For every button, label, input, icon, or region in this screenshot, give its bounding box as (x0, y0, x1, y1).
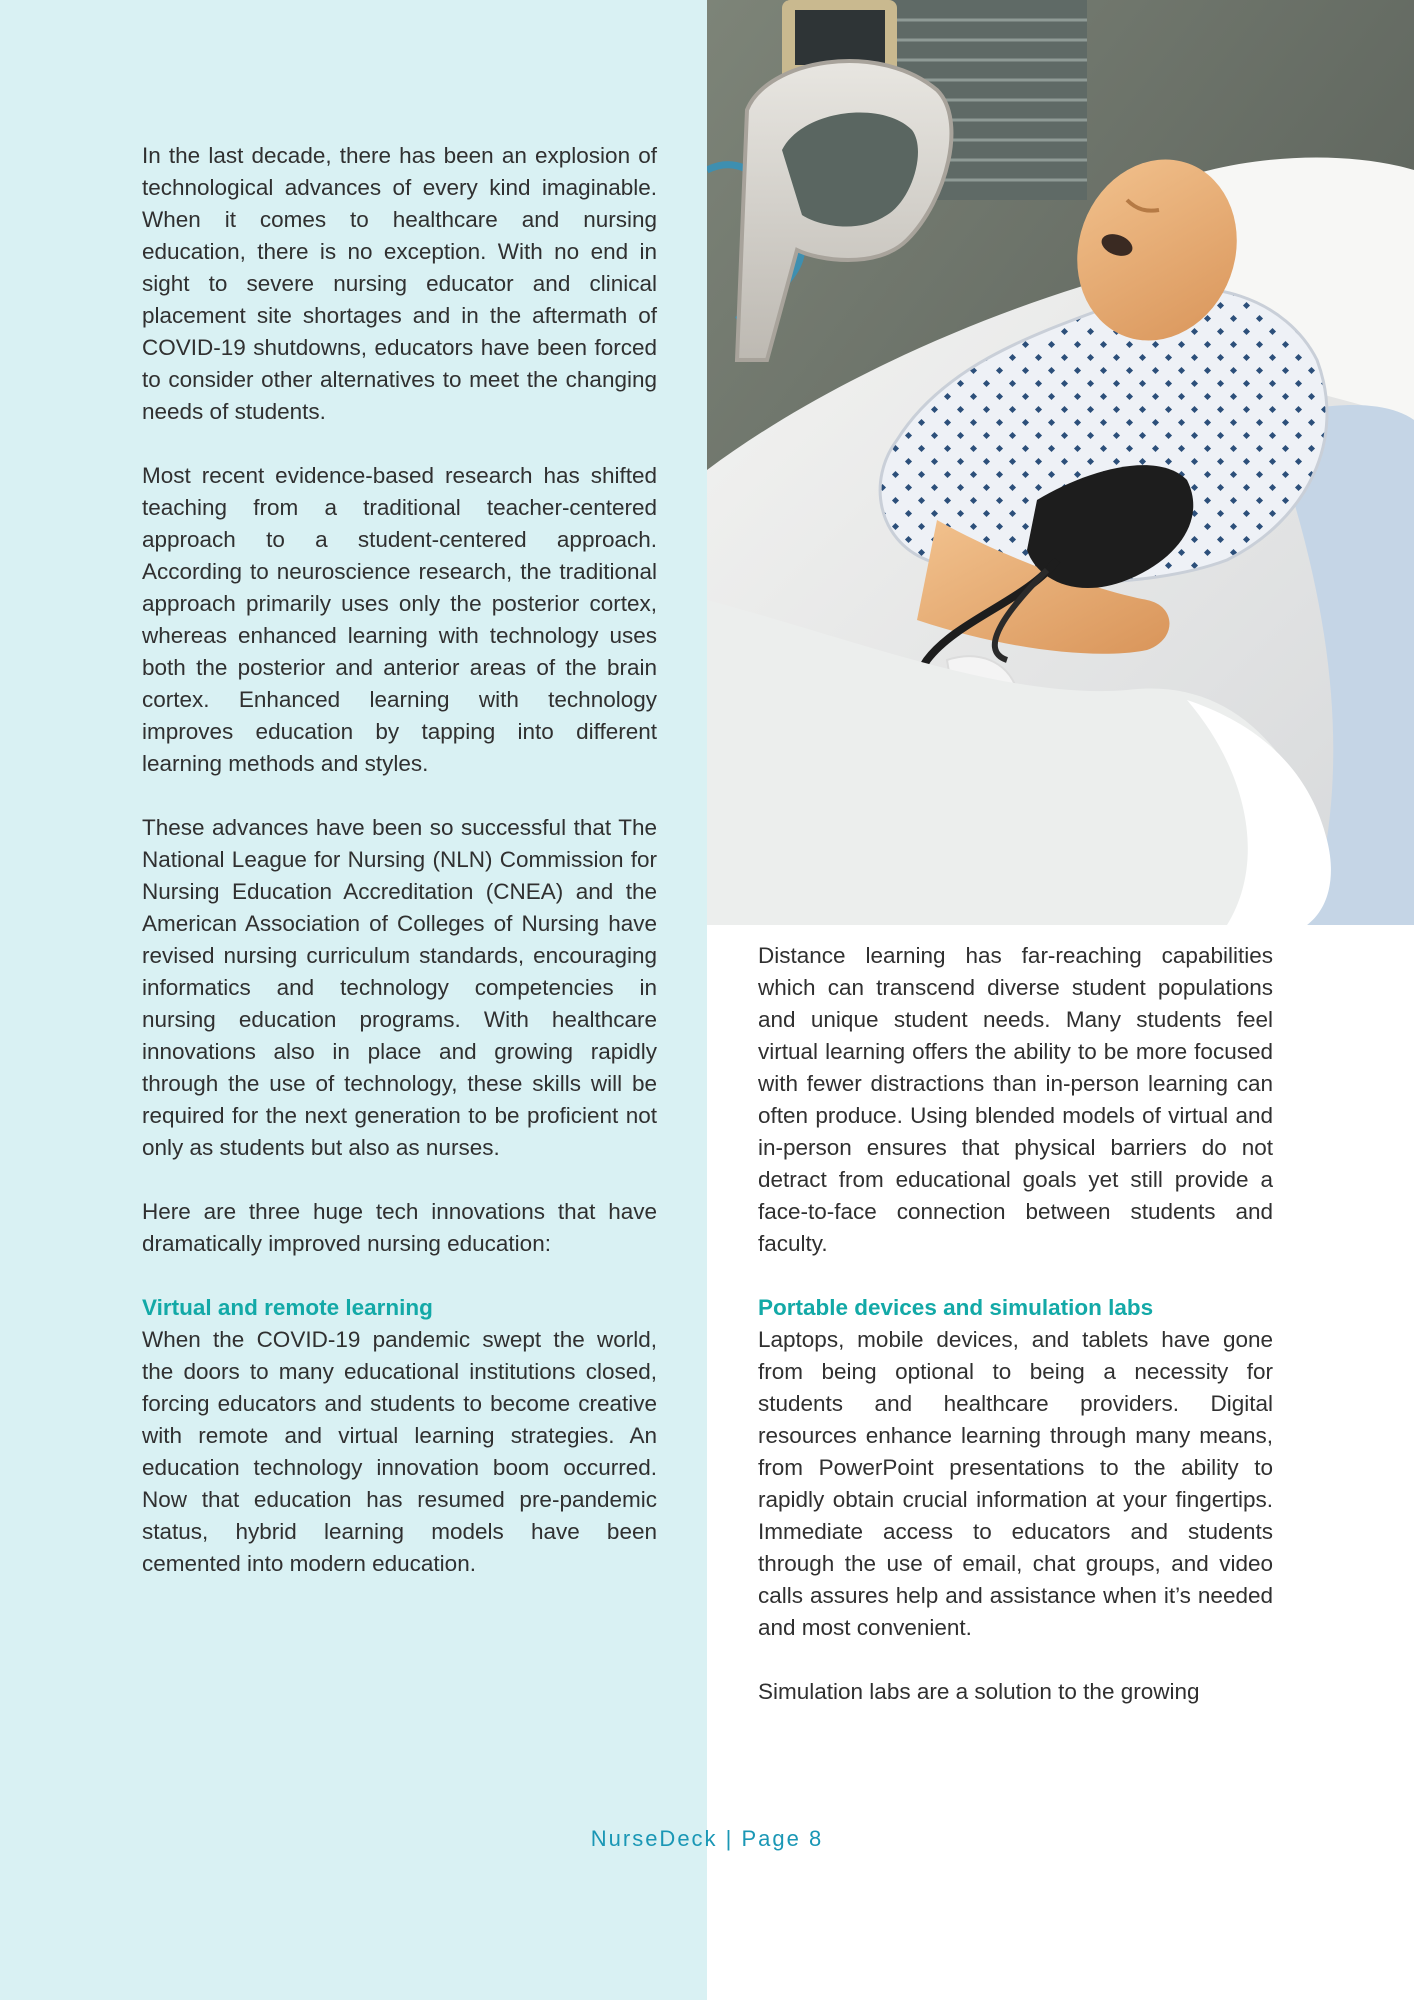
research-paragraph: Most recent evidence-based research has shifted teaching from a traditional teacher-centered approach to a student-centered approach. According to neuroscience research, the traditional approach primarily uses only the posterior cortex, whereas enhanced learning with technology uses both the posterior and anterior areas of the brain cortex. Enhanced learning with technology improves education by tapping into different learning methods and styles. (142, 463, 657, 776)
distance-learning-paragraph: Distance learning has far-reaching capabilities which can transcend diverse student populations and unique student needs. Many students feel virtual learning offers the ability to be more focused with fewer distractions than in-person learning can often produce. Using blended models of virtual and in-person ensures that physical barriers do not detract from educational goals yet still provide a face-to-face connection between students and faculty. (758, 943, 1273, 1256)
innovations-intro-paragraph: Here are three huge tech innovations that have dramatically improved nursing education: (142, 1199, 657, 1256)
portable-devices-paragraph: Laptops, mobile devices, and tablets have gone from being optional to being a necessity for students and healthcare providers. Digital resources enhance learning through many means, from PowerPoint presentations to the ability to rapidly obtain crucial information at your fingertips. Immediate access to educators and students through the use of email, chat groups, and video calls assures help and assistance when it’s needed and most convenient. (758, 1327, 1273, 1640)
section-heading-virtual-learning: Virtual and remote learning (142, 1295, 433, 1320)
right-text-column (758, 940, 1273, 1708)
intro-paragraph: In the last decade, there has been an explosion of technological advances of every kind imaginable. When it comes to healthcare and nursing education, there is no exception. With no end in sight to severe nursing educator and clinical placement site shortages and in the aftermath of COVID-19 shutdowns, educators have been forced to consider other alternatives to meet the changing needs of students. (142, 143, 657, 424)
manikin-hospital-bed-illustration (707, 0, 1414, 925)
section-heading-portable-devices: Portable devices and simulation labs (758, 1295, 1154, 1320)
standards-paragraph: These advances have been so successful that The National League for Nursing (NLN) Commission for Nursing Education Accreditation (CNEA) and the American Association of Colleges of Nursing have revised nursing curriculum standards, encouraging informatics and technology competencies in nursing education programs. With healthcare innovations also in place and growing rapidly through the use of technology, these skills will be required for the next generation to be proficient not only as students but also as nurses. (142, 815, 657, 1160)
left-text-column (142, 140, 657, 1580)
simulation-manikin-photo (707, 0, 1414, 925)
simulation-labs-paragraph: Simulation labs are a solution to the growing (758, 1679, 1200, 1704)
page-footer: NurseDeck | Page 8 (590, 1826, 824, 1851)
virtual-learning-paragraph: When the COVID-19 pandemic swept the world, the doors to many educational institutions closed, forcing educators and students to become creative with remote and virtual learning strategies. An education technology innovation boom occurred. Now that education has resumed pre-pandemic status, hybrid learning models have been cemented into modern education. (142, 1327, 657, 1576)
